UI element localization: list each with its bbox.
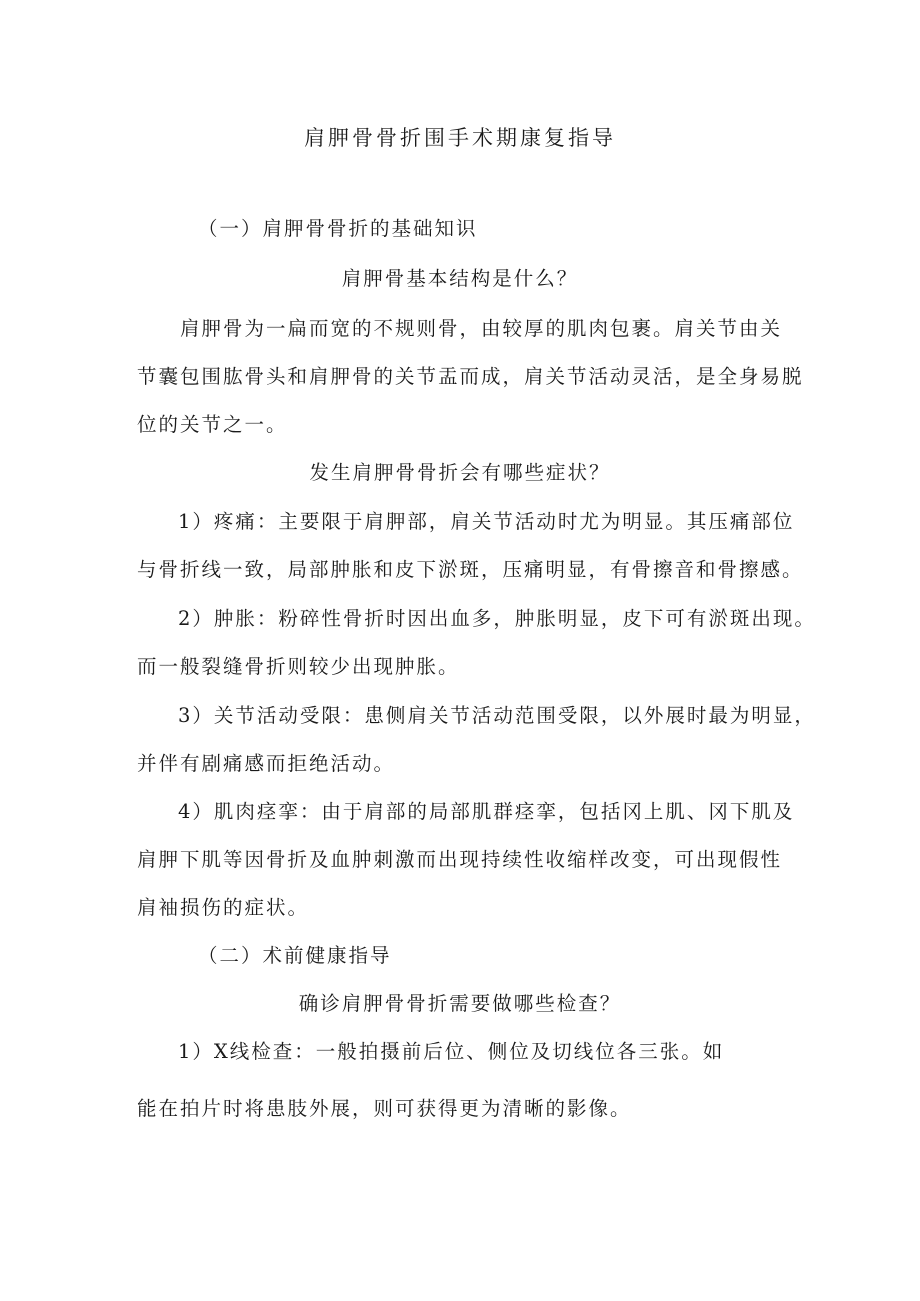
paragraph-line: 节囊包围肱骨头和肩胛骨的关节盂而成，肩关节活动灵活，是全身易脱 [137,365,804,388]
paragraph-line: 4）肌肉痉挛：由于肩部的局部肌群痉挛，包括冈上肌、冈下肌及 [178,800,795,823]
question-heading: 确诊肩胛骨骨折需要做哪些检查？ [298,992,622,1015]
document-title: 肩胛骨骨折围手术期康复指导 [304,126,616,150]
section-heading: （一）肩胛骨骨折的基础知识 [198,217,478,240]
paragraph-line: 与骨折线一致，局部肿胀和皮下淤斑，压痛明显，有骨擦音和骨擦感。 [137,558,804,581]
paragraph-line: 2）肿胀：粉碎性骨折时因出血多，肿胀明显，皮下可有淤斑出现。 [178,607,816,630]
paragraph-line: 能在拍片时将患肢外展，则可获得更为清晰的影像。 [137,1097,632,1120]
paragraph-line: 肩胛骨为一扁而宽的不规则骨，由较厚的肌肉包裹。肩关节由关 [180,317,783,340]
paragraph-line: 肩胛下肌等因骨折及血肿刺激而出现持续性收缩样改变，可出现假性 [137,848,783,871]
paragraph-line: 位的关节之一。 [137,413,288,436]
paragraph-line: 3）关节活动受限：患侧肩关节活动范围受限，以外展时最为明显， [178,704,816,727]
paragraph-line: 而一般裂缝骨折则较少出现肿胀。 [137,655,460,678]
question-heading: 肩胛骨基本结构是什么？ [341,267,579,290]
section-heading: （二）术前健康指导 [198,944,392,967]
paragraph-line: 1）X线检查：一般拍摄前后位、侧位及切线位各三张。如 [178,1040,725,1063]
question-heading: 发生肩胛骨骨折会有哪些症状？ [309,461,611,484]
paragraph-line: 肩袖损伤的症状。 [137,896,310,919]
paragraph-line: 1）疼痛：主要限于肩胛部，肩关节活动时尤为明显。其压痛部位 [178,510,795,533]
paragraph-line: 并伴有剧痛感而拒绝活动。 [137,752,396,775]
